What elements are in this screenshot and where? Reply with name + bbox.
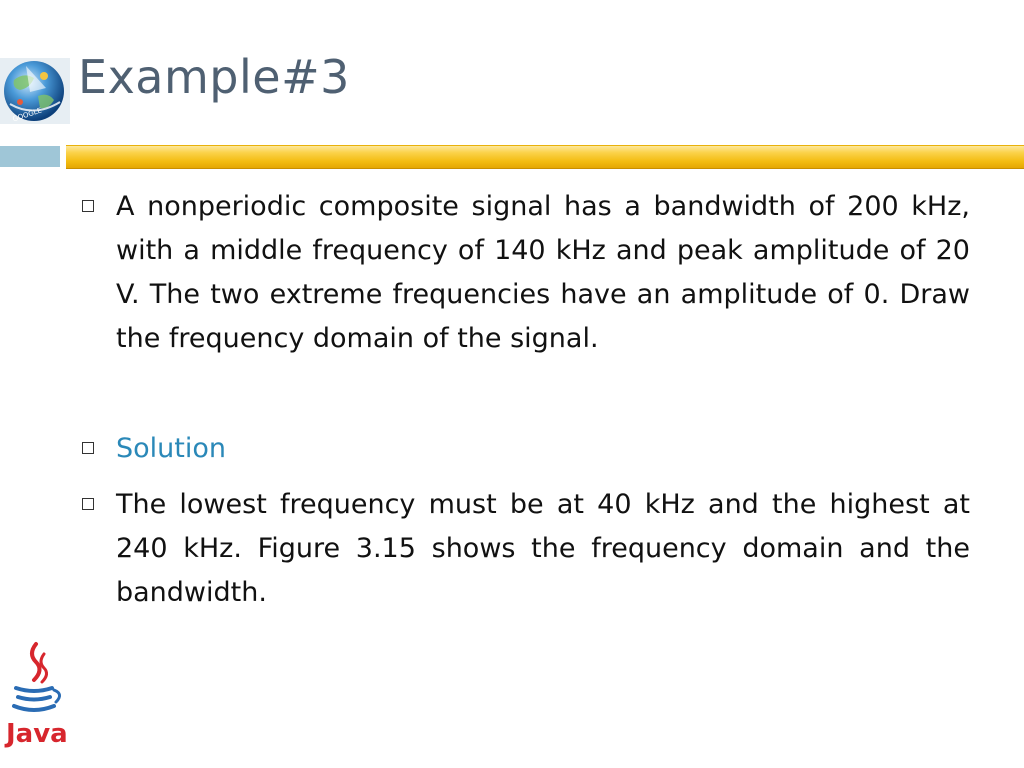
bullet-item-answer [80, 483, 970, 615]
java-logo-icon [0, 640, 70, 750]
bullet-text: The lowest frequency must be at 40 kHz and the highest at 240 kHz. Figure 3.15 shows the frequency domain and the bandwidth. [116, 489, 970, 608]
globe-logo-icon [0, 58, 70, 124]
bullet-text: A nonperiodic composite signal has a bandwidth of 200 kHz, with a middle frequency of 140 kHz and peak amplitude of 20 V. The two extreme frequencies have an amplitude of 0. Draw the frequency domain of the signal. [116, 191, 970, 354]
square-bullet-icon [82, 442, 94, 454]
accent-block-left [0, 146, 60, 167]
bullet-item-question [80, 185, 970, 361]
bullet-text: Solution [116, 433, 226, 464]
accent-bar [66, 145, 1024, 169]
bullet-item-solution-heading [80, 427, 970, 471]
java-logo-text: Java [6, 719, 68, 749]
svg-text:GOOGLE: GOOGLE [11, 106, 43, 124]
square-bullet-icon [82, 498, 94, 510]
bullet-list [80, 185, 970, 615]
slide-title: Example#3 [78, 50, 350, 104]
square-bullet-icon [82, 200, 94, 212]
